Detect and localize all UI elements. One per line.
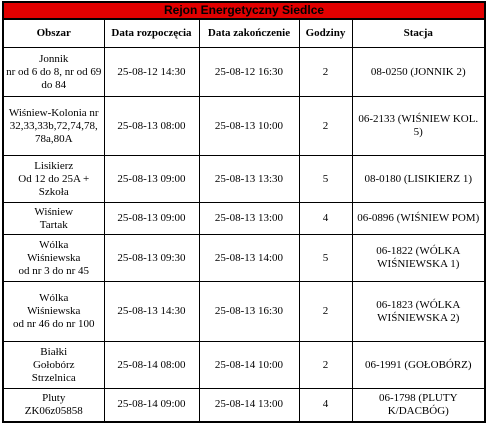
end-date-cell: 25-08-13 13:30 — [199, 156, 299, 203]
table-row — [3, 389, 485, 422]
station-cell: 06-1822 (WÓLKA WIŚNIEWSKA 1) — [352, 235, 485, 282]
hours-cell: 2 — [299, 342, 352, 389]
area-cell: Lisikierz Od 12 do 25A + Szkoła — [3, 156, 104, 203]
hours-cell: 5 — [299, 156, 352, 203]
start-date-cell: 25-08-13 09:30 — [104, 235, 199, 282]
end-date-cell: 25-08-13 14:00 — [199, 235, 299, 282]
end-date-cell: 25-08-13 10:00 — [199, 97, 299, 156]
start-date-cell: 25-08-13 09:00 — [104, 156, 199, 203]
table-row — [3, 282, 485, 342]
station-cell: 06-1823 (WÓLKA WIŚNIEWSKA 2) — [352, 282, 485, 342]
hours-cell: 2 — [299, 97, 352, 156]
hours-cell: 2 — [299, 48, 352, 97]
start-date-cell: 25-08-13 14:30 — [104, 282, 199, 342]
area-cell: Białki Gołobórz Strzelnica — [3, 342, 104, 389]
end-date-cell: 25-08-14 13:00 — [199, 389, 299, 422]
end-date-cell: 25-08-13 13:00 — [199, 203, 299, 235]
station-cell: 06-2133 (WIŚNIEW KOL. 5) — [352, 97, 485, 156]
hours-cell: 4 — [299, 203, 352, 235]
end-date-cell: 25-08-13 16:30 — [199, 282, 299, 342]
table-row — [3, 156, 485, 203]
table-title-row — [3, 2, 485, 19]
table-row — [3, 203, 485, 235]
table-row — [3, 235, 485, 282]
table-row — [3, 48, 485, 97]
hours-cell: 2 — [299, 282, 352, 342]
column-header-hours: Godziny — [299, 19, 352, 48]
station-cell: 06-1991 (GOŁOBÓRZ) — [352, 342, 485, 389]
station-cell: 08-0180 (LISIKIERZ 1) — [352, 156, 485, 203]
table-header-row — [3, 19, 485, 48]
area-cell: Jonnik nr od 6 do 8, nr od 69 do 84 — [3, 48, 104, 97]
area-cell: Wólka Wiśniewska od nr 3 do nr 45 — [3, 235, 104, 282]
table-title: Rejon Energetyczny Siedlce — [3, 2, 485, 19]
outage-schedule-table — [2, 1, 486, 423]
area-cell: Wiśniew-Kolonia nr 32,33,33b,72,74,78, 78a,80A — [3, 97, 104, 156]
area-cell: Wiśniew Tartak — [3, 203, 104, 235]
column-header-area: Obszar — [3, 19, 104, 48]
table-row — [3, 342, 485, 389]
start-date-cell: 25-08-13 08:00 — [104, 97, 199, 156]
station-cell: 08-0250 (JONNIK 2) — [352, 48, 485, 97]
end-date-cell: 25-08-12 16:30 — [199, 48, 299, 97]
end-date-cell: 25-08-14 10:00 — [199, 342, 299, 389]
table-row — [3, 97, 485, 156]
area-cell: Wólka Wiśniewska od nr 46 do nr 100 — [3, 282, 104, 342]
column-header-start-date: Data rozpoczęcia — [104, 19, 199, 48]
hours-cell: 5 — [299, 235, 352, 282]
start-date-cell: 25-08-12 14:30 — [104, 48, 199, 97]
station-cell: 06-1798 (PLUTY K/DACBÓG) — [352, 389, 485, 422]
column-header-station: Stacja — [352, 19, 485, 48]
hours-cell: 4 — [299, 389, 352, 422]
station-cell: 06-0896 (WIŚNIEW POM) — [352, 203, 485, 235]
start-date-cell: 25-08-14 08:00 — [104, 342, 199, 389]
area-cell: Pluty ZK06z05858 — [3, 389, 104, 422]
column-header-end-date: Data zakończenie — [199, 19, 299, 48]
start-date-cell: 25-08-13 09:00 — [104, 203, 199, 235]
start-date-cell: 25-08-14 09:00 — [104, 389, 199, 422]
